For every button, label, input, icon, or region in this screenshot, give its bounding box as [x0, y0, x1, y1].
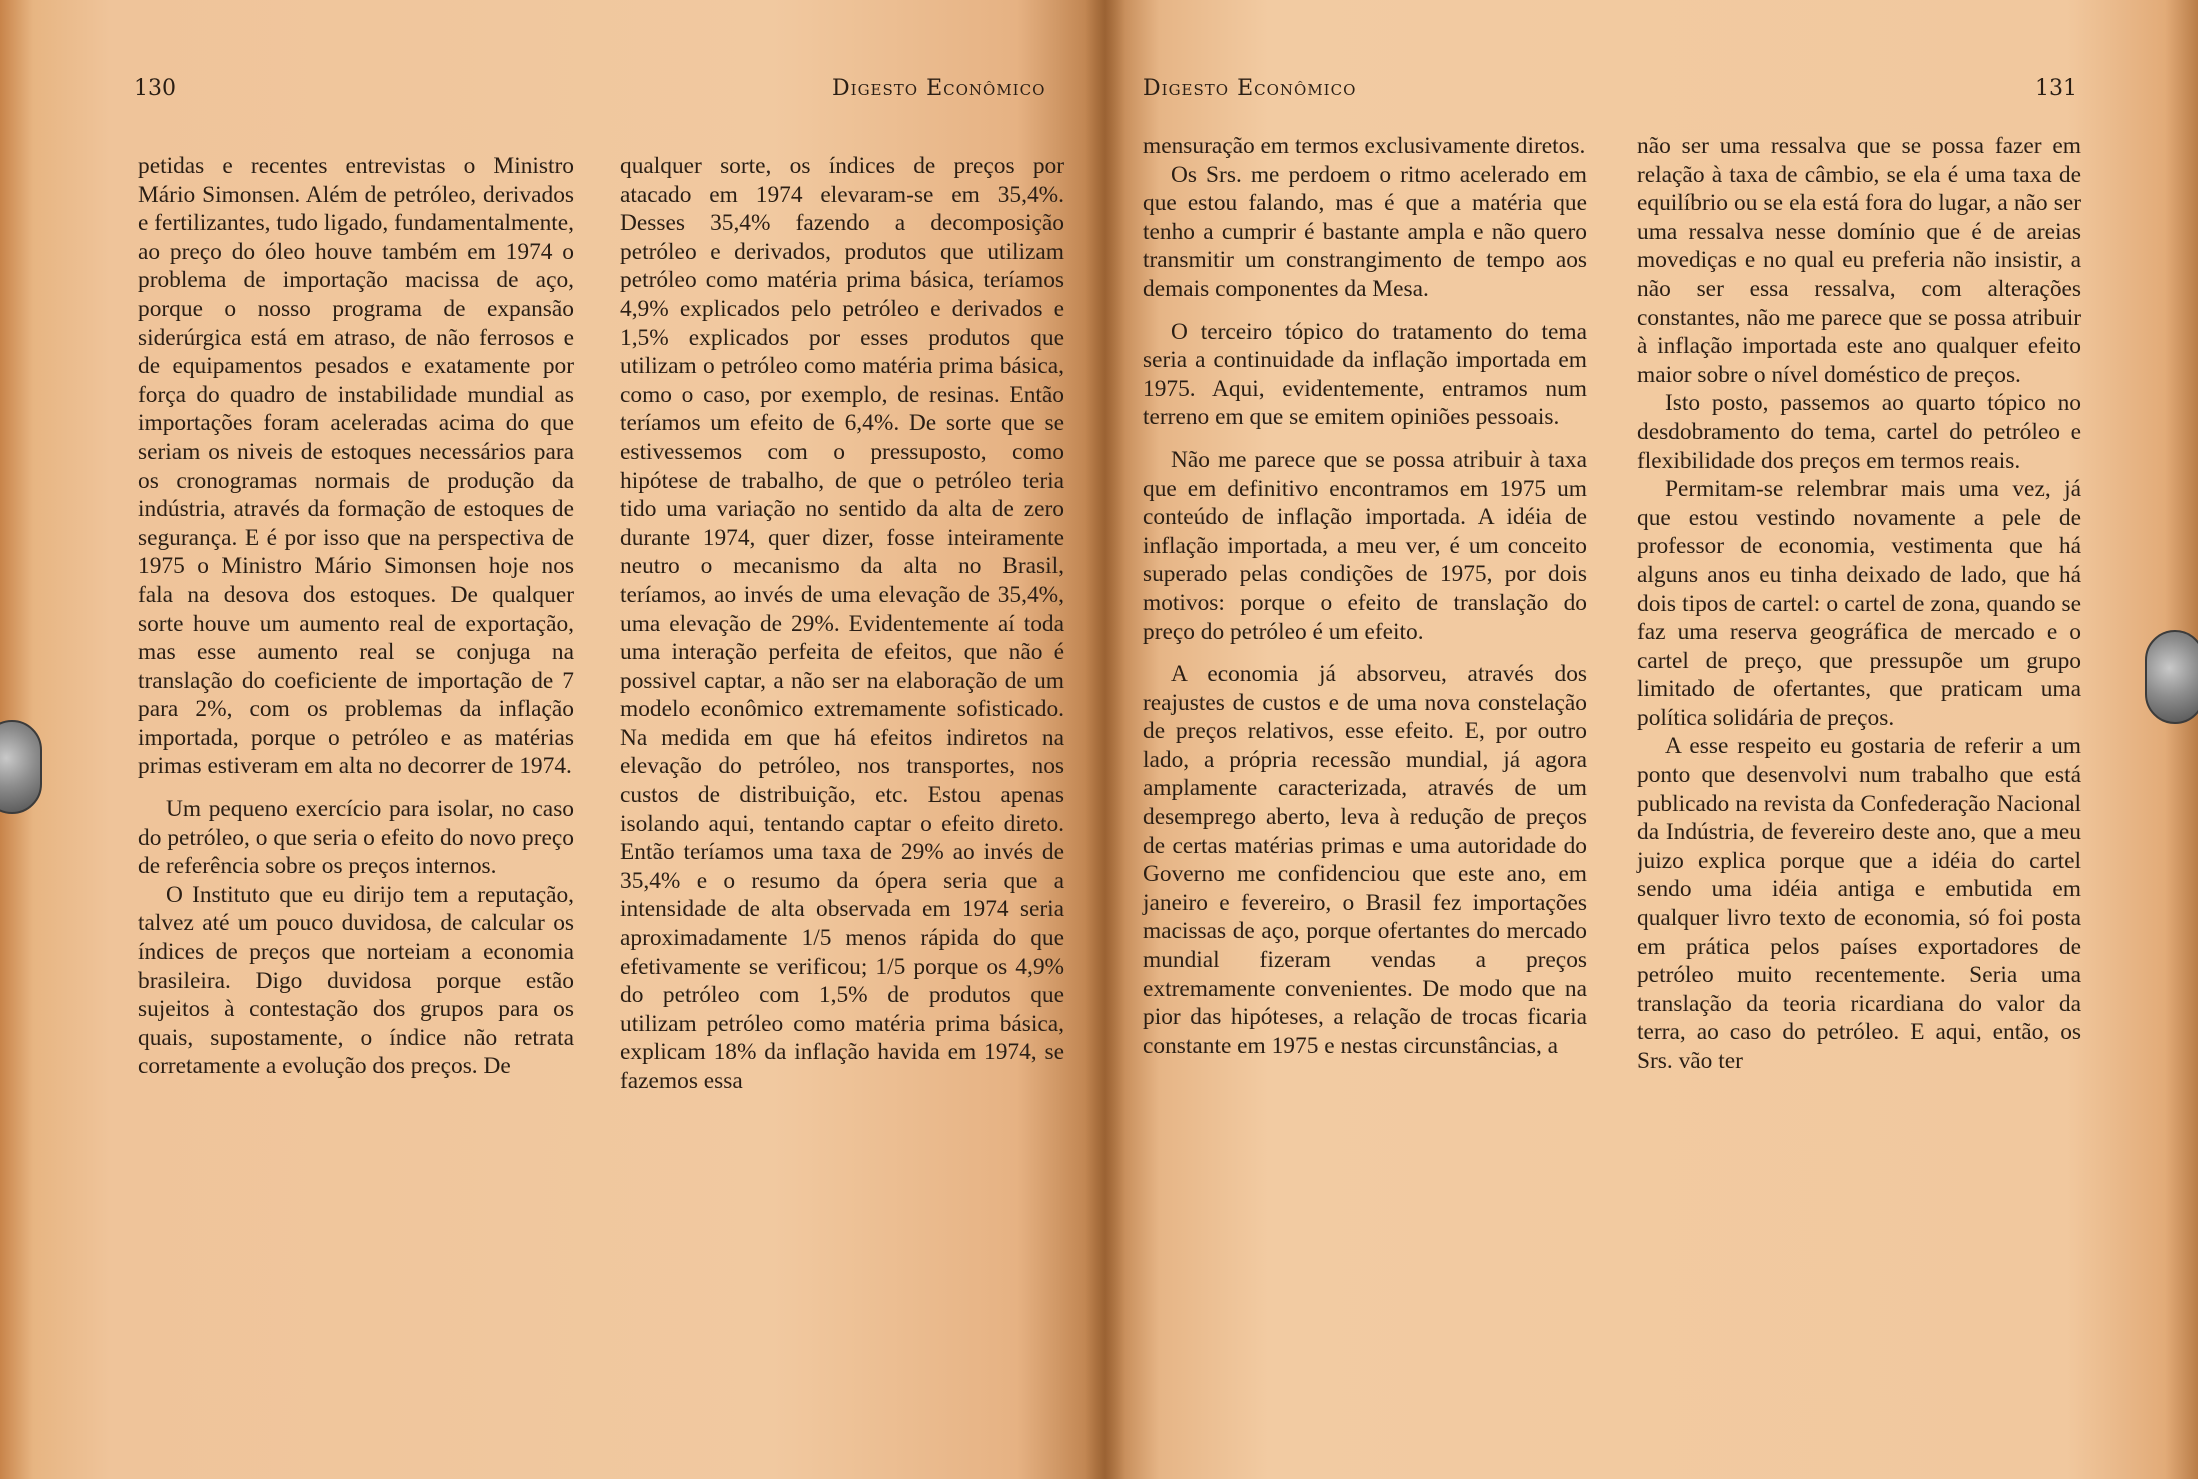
paragraph: Um pequeno exercício para isolar, no caso do petróleo, o que seria o efeito do novo preço de referência sobre os preços internos. [138, 796, 574, 880]
binder-clip-right [2145, 630, 2198, 724]
paragraph: petidas e recentes entrevistas o Ministro Mário Simonsen. Além de petróleo, derivados e fertilizantes, tudo ligado, fundamentalmente, ao preço do óleo houve também em 1974 o problema de importação macissa de aço, porque o nosso programa de expansão siderúrgica está em atraso, de não ferrosos e de equipamentos pesados e exatamente por força do quadro de instabilidade mundial as importações foram aceleradas acima do que seriam os niveis de estoques necessários para os cronogramas normais de produção da indústria, através da formação de estoques de segurança. E é por isso que na perspectiva de 1975 o Ministro Mário Simonsen hoje nos fala na desova dos estoques. De qualquer sorte houve um aumento real de exportação, mas esse aumento real se conjuga na translação do coeficiente de importação de 7 para 2%, com os problemas da inflação importada, porque o petróleo e as matérias primas estiveram em alta no decorrer de 1974. [138, 153, 574, 780]
paragraph: não ser uma ressalva que se possa fazer em relação à taxa de câmbio, se ela é uma taxa de equilíbrio ou se ela está fora do lugar, a não ser uma ressalva nesse domínio que é de areias movediças e no qual eu preferia não insistir, a não ser essa ressalva, com alterações constantes, não me parece que se possa atribuir à inflação importada este ano qualquer efeito maior sobre o nível doméstico de preços. [1637, 133, 2081, 388]
left-page-column-2 [620, 152, 1064, 1096]
paragraph: A economia já absorveu, através dos reajustes de custos e de uma nova constelação de preços relativos, esse efeito. E, por outro lado, a própria recessão mundial, já agora amplamente caracterizada, através de um desemprego aberto, leva à redução de preços de certas matérias primas e uma autoridade do Governo me confidenciou que este ano, em janeiro e fevereiro, o Brasil fez importações macissas de aço, porque ofertantes do mercado mundial fizeram vendas a preços extremamente convenientes. De modo que na pior das hipóteses, a relação de trocas ficaria constante em 1975 e nestas circunstâncias, a [1143, 661, 1587, 1059]
paragraph: O terceiro tópico do tratamento do tema seria a continuidade da inflação importada em 1975. Aqui, evidentemente, entramos num terreno em que se emitem opiniões pessoais. [1143, 318, 1587, 431]
right-page-column-2 [1637, 132, 2081, 1076]
paragraph: Isto posto, passemos ao quarto tópico no desdobramento do tema, cartel do petróleo e flexibilidade dos preços em termos reais. [1637, 390, 2081, 474]
book-gutter [1085, 0, 1125, 1479]
left-page-column-1 [138, 152, 574, 1081]
paragraph: mensuração em termos exclusivamente diretos. [1143, 133, 1586, 159]
right-page [1105, 0, 2198, 1479]
paragraph: qualquer sorte, os índices de preços por atacado em 1974 elevaram-se em 35,4%. Desses 35,4% fazendo a decomposição petróleo e derivados, produtos que utilizam petróleo como matéria prima básica, teríamos 4,9% explicados pelo petróleo e derivados e 1,5% explicados por esses produtos que utilizam o petróleo como matéria prima básica, como o caso, por exemplo, de resinas. Então teríamos um efeito de 6,4%. De sorte que se estivessemos com o pressuposto, como hipótese de trabalho, de que o petróleo teria tido uma variação no sentido da alta de zero durante 1974, quer dizer, fosse inteiramente neutro o mecanismo da alta no Brasil, teríamos, ao invés de uma elevação de 35,4%, uma elevação de 29%. Evidentemente aí toda uma interação perfeita de efeitos, que não é possivel captar, a não ser na elaboração de um modelo econômico extremamente sofisticado. Na medida em que há efeitos indiretos na elevação do petróleo, nos transportes, nos custos de distribuição, etc. Estou apenas isolando aqui, tentando captar o efeito direto. Então teríamos uma taxa de 29% ao invés de 35,4% e o resumo da ópera seria que a intensidade de alta observada em 1974 seria aproximadamente 1/5 menos rápida do que efetivamente se verificou; 1/5 porque os 4,9% do petróleo com 1,5% de produtos que utilizam petróleo como matéria prima básica, explicam 18% da inflação havida em 1974, se fazemos essa [620, 153, 1064, 1094]
running-head-left: Digesto Econômico [832, 76, 1046, 101]
paragraph: Não me parece que se possa atribuir à taxa que em definitivo encontramos em 1975 um conteúdo de inflação importada. A idéia de inflação importada, a meu ver, é um conceito superado pelas condições de 1975, por dois motivos: porque o efeito de translação do preço do petróleo é um efeito. [1143, 446, 1587, 645]
binder-clip-left [0, 720, 42, 814]
paragraph: Permitam-se relembrar mais uma vez, já que estou vestindo novamente a pele de professor de economia, vestimenta que há alguns anos eu tinha deixado de lado, que há dois tipos de cartel: o cartel de zona, quando se faz uma reserva geográfica de mercado e o cartel de preço, que pressupõe um grupo limitado de ofertantes, que praticam uma política solidária de preços. [1637, 476, 2081, 731]
paragraph: O Instituto que eu dirijo tem a reputação, talvez até um pouco duvidosa, de calcular os índices de preços que norteiam a economia brasileira. Digo duvidosa porque estão sujeitos à contestação dos grupos para os quais, supostamente, o índice não retrata corretamente a evolução dos preços. De [138, 881, 574, 1080]
paragraph: Os Srs. me perdoem o ritmo acelerado em que estou falando, mas é que a matéria que tenho a cumprir é bastante ampla e não quero transmitir um constrangimento de tempo aos demais componentes da Mesa. [1143, 161, 1587, 302]
right-page-column-1 [1143, 132, 1587, 1060]
paragraph: A esse respeito eu gostaria de referir a um ponto que desenvolvi num trabalho que está publicado na revista da Confederação Nacional da Indústria, de fevereiro deste ano, que a meu juizo explica porque que a idéia do cartel sendo uma idéia antiga e embutida em qualquer livro texto de economia, só foi posta em prática pelos países exportadores de petróleo muito recentemente. Seria uma translação da teoria ricardiana do valor da terra, ao caso do petróleo. E aqui, então, os Srs. vão ter [1637, 733, 2081, 1074]
page-number-right: 131 [2035, 76, 2077, 101]
running-head-right: Digesto Econômico [1143, 76, 1357, 101]
page-number-left: 130 [134, 76, 176, 101]
